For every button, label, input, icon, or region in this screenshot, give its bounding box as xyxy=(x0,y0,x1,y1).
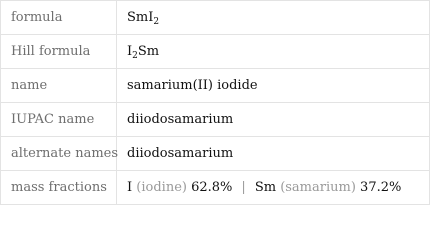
row-label-name: name xyxy=(1,69,117,103)
alternate-names-value: diiodosamarium xyxy=(117,137,430,171)
row-label-formula: formula xyxy=(1,1,117,35)
fraction-percent-samarium: 37.2% xyxy=(360,180,402,195)
table-row-formula xyxy=(1,1,430,35)
formula-subscript: 2 xyxy=(153,17,160,27)
name-value: samarium(II) iodide xyxy=(117,69,430,103)
mass-fractions-value xyxy=(117,171,430,205)
fraction-symbol-iodine: I xyxy=(127,180,133,195)
table-row-name xyxy=(1,69,430,103)
table-row-mass-fractions xyxy=(1,171,430,205)
hill-formula-subscript: 2 xyxy=(132,51,138,61)
row-label-alternate-names: alternate names xyxy=(1,137,117,171)
row-label-iupac-name: IUPAC name xyxy=(1,103,117,137)
row-label-mass-fractions: mass fractions xyxy=(1,171,117,205)
fraction-separator: | xyxy=(241,180,246,195)
fraction-symbol-samarium: Sm xyxy=(254,180,277,195)
hill-formula-value xyxy=(117,35,430,69)
formula-value xyxy=(117,1,430,35)
fraction-name-iodine: (iodine) xyxy=(136,180,187,195)
formula-element: SmI xyxy=(127,10,154,25)
row-label-hill-formula: Hill formula xyxy=(1,35,117,69)
iupac-name-value: diiodosamarium xyxy=(117,103,430,137)
hill-formula-element-1: I xyxy=(127,44,133,59)
table-row-iupac-name xyxy=(1,103,430,137)
hill-formula-element-2: Sm xyxy=(137,44,160,59)
table-row-hill-formula xyxy=(1,35,430,69)
fraction-name-samarium: (samarium) xyxy=(280,180,356,195)
table-row-alternate-names xyxy=(1,137,430,171)
fraction-percent-iodine: 62.8% xyxy=(191,180,233,195)
